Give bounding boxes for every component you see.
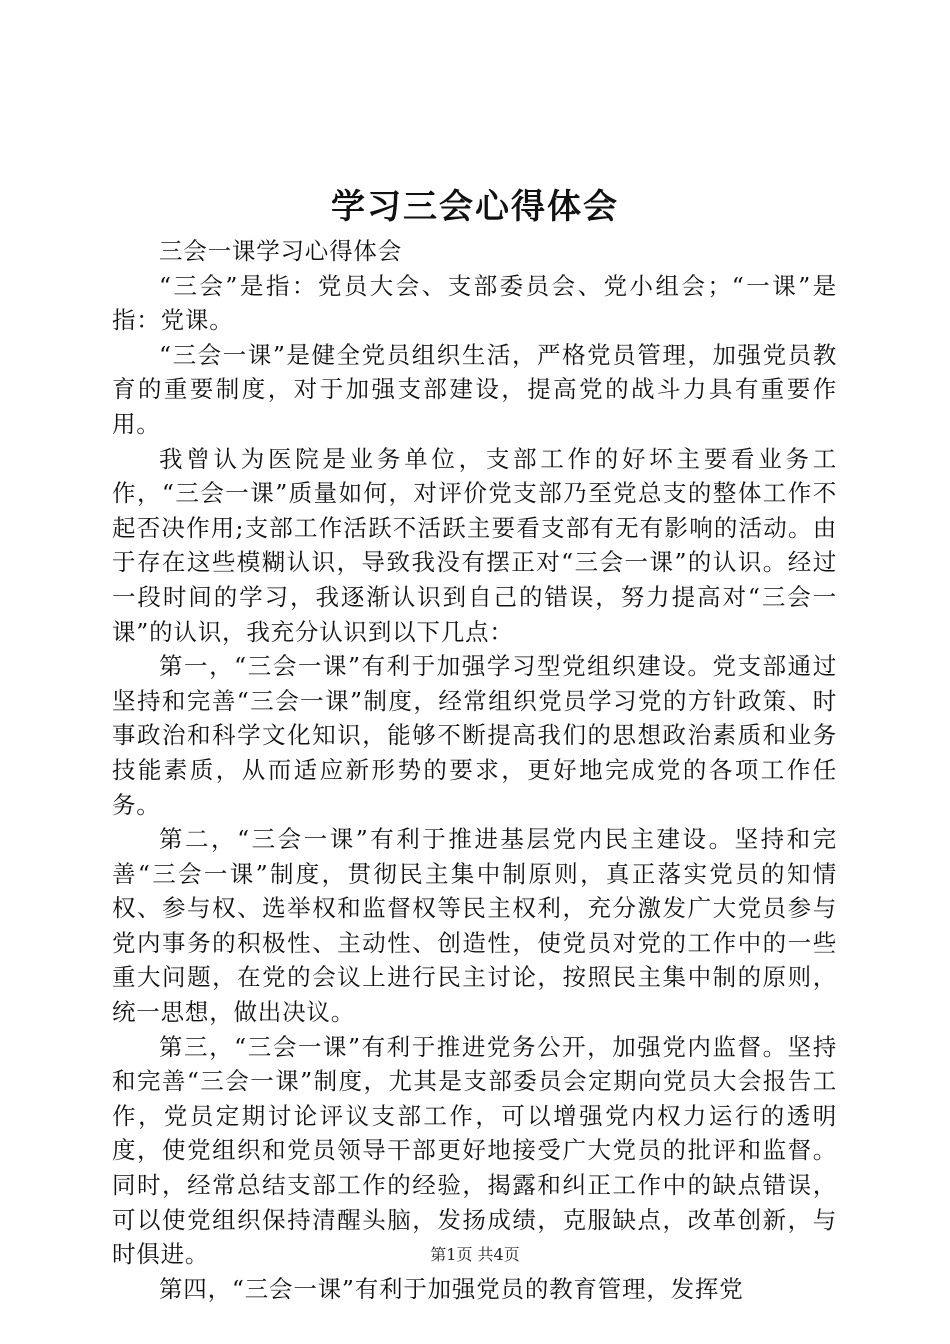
- paragraph-point-four: 第四，“三会一课”有利于加强党员的教育管理，发挥党: [159, 1274, 744, 1303]
- document-title: 学习三会心得体会: [331, 187, 619, 227]
- document-body: [112, 234, 837, 1306]
- paragraph-point-three: 第三，“三会一课”有利于推进党务公开，加强党内监督。坚持和完善“三会一课”制度，尤其是支部委员会定期向党员大会报告工作，党员定期讨论评议支部工作，可以增强党内权力运行的透明度，使党组织和党员领导干部更好地接受广大党员的批评和监督。同时，经常总结支部工作的经验，揭露和纠正工作中的缺点错误，可以使党组织保持清醒头脑，发扬成绩，克服缺点，改革创新，与时俱进。: [112, 1032, 837, 1269]
- paragraph-subtitle: 三会一课学习心得体会: [159, 237, 402, 265]
- paragraph-reflection: 我曾认为医院是业务单位，支部工作的好坏主要看业务工作，“三会一课”质量如何，对评价党支部乃至党总支的整体工作不起否决作用;支部工作活跃不活跃主要看支部有无有影响的活动。由于存在这些模糊认识，导致我没有摆正对“三会一课”的认识。经过一段时间的学习，我逐渐认识到自己的错误，努力提高对“三会一课”的认识，我充分认识到以下几点：: [112, 444, 837, 646]
- paragraph-importance: “三会一课”是健全党员组织生活，严格党员管理，加强党员教育的重要制度，对于加强支部建设，提高党的战斗力具有重要作用。: [112, 340, 837, 438]
- paragraph-point-two: 第二，“三会一课”有利于推进基层党内民主建设。坚持和完善“三会一课”制度，贯彻民主集中制原则，真正落实党员的知情权、参与权、选举权和监督权等民主权利，充分激发广大党员参与党内事务的积极性、主动性、创造性，使党员对党的工作中的一些重大问题，在党的会议上进行民主讨论，按照民主集中制的原则，统一思想，做出决议。: [112, 825, 837, 1027]
- paragraph-definition: “三会”是指：党员大会、支部委员会、党小组会；“一课”是指：党课。: [112, 271, 837, 335]
- paragraph-point-one: 第一，“三会一课”有利于加强学习型党组织建设。党支部通过坚持和完善“三会一课”制度，经常组织党员学习党的方针政策、时事政治和科学文化知识，能够不断提高我们的思想政治素质和业务技能素质，从而适应新形势的要求，更好地完成党的各项工作任务。: [112, 652, 837, 819]
- page-number-footer: 第1页 共4页: [430, 1245, 520, 1264]
